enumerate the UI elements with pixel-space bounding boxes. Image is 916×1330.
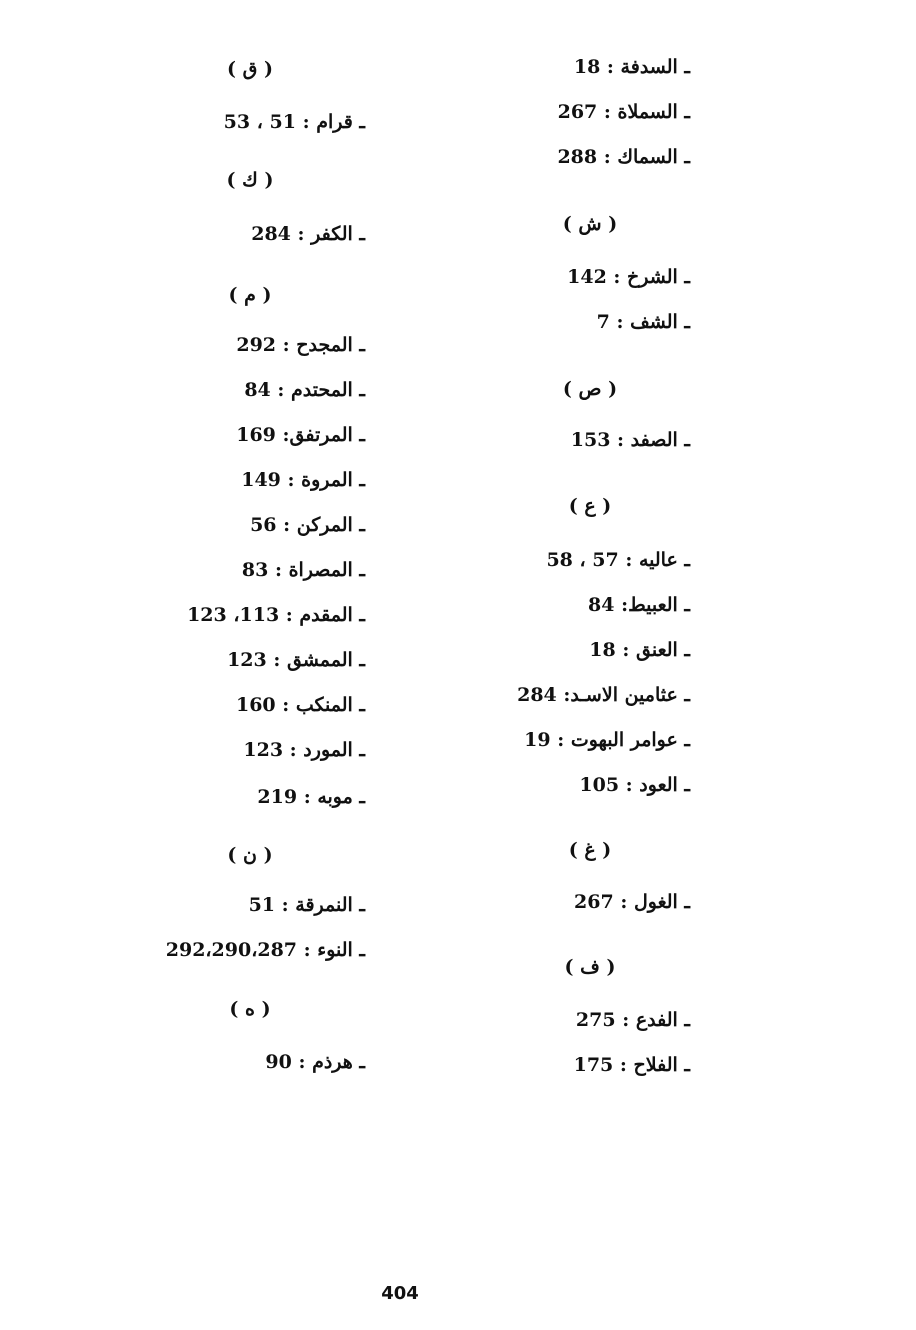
index-entry: ـ المقدم : 113، 123 <box>187 604 365 626</box>
index-entry: ـ المجدح : 292 <box>236 334 365 356</box>
index-entry: ـ عثامين الاسـد: 284 <box>517 684 690 706</box>
index-entry: ـ الشف : 7 <box>596 311 690 333</box>
index-entry: ـ النوء : 292،290،287 <box>165 939 365 961</box>
index-entry: ـ الشرخ : 142 <box>567 266 690 288</box>
index-entry: ـ الغول : 267 <box>574 891 690 913</box>
index-entry: ـ الكفر : 284 <box>251 223 365 245</box>
section-header: ( ش ) <box>562 213 618 235</box>
index-entry: ـ السدفة : 18 <box>573 56 690 78</box>
index-entry: ـ هرذم : 90 <box>265 1051 365 1073</box>
index-entry: ـ المصراة : 83 <box>241 559 365 581</box>
section-header: ( ه ) <box>229 998 271 1020</box>
index-entry: ـ المرتفق: 169 <box>236 424 365 446</box>
index-entry: ـ المورد : 123 <box>243 739 365 761</box>
index-entry: ـ قرام : 51 ، 53 <box>223 111 365 133</box>
index-entry: ـ العود : 105 <box>579 774 690 796</box>
index-entry: ـ المروة : 149 <box>241 469 365 491</box>
index-entry: ـ النمرقة : 51 <box>248 894 365 916</box>
section-header: ( ن ) <box>227 844 273 866</box>
index-entry: ـ الصفد : 153 <box>570 429 690 451</box>
index-entry: ـ الممشق : 123 <box>227 649 365 671</box>
index-entry: ـ العبيط: 84 <box>588 594 690 616</box>
section-header: ( ك ) <box>226 169 274 191</box>
index-entry: ـ السملاة : 267 <box>557 101 690 123</box>
index-entry: ـ السماك : 288 <box>557 146 690 168</box>
section-header: ( ع ) <box>568 495 612 517</box>
index-entry: ـ عاليه : 57 ، 58 <box>546 549 690 571</box>
index-entry: ـ الفدع : 275 <box>575 1009 690 1031</box>
index-entry: ـ عوامر البهوت : 19 <box>524 729 690 751</box>
index-entry: ـ موبه : 219 <box>257 786 365 808</box>
index-entry: ـ المنكب : 160 <box>235 694 365 716</box>
section-header: ( ف ) <box>564 956 616 978</box>
page-number: 404 <box>381 1283 419 1304</box>
section-header: ( غ ) <box>568 839 612 861</box>
index-entry: ـ العنق : 18 <box>589 639 690 661</box>
section-header: ( ق ) <box>227 58 273 80</box>
index-entry: ـ المركن : 56 <box>250 514 365 536</box>
section-header: ( ص ) <box>562 378 618 400</box>
section-header: ( م ) <box>228 284 272 306</box>
index-entry: ـ المحتدم : 84 <box>244 379 365 401</box>
index-entry: ـ الفلاح : 175 <box>573 1054 690 1076</box>
